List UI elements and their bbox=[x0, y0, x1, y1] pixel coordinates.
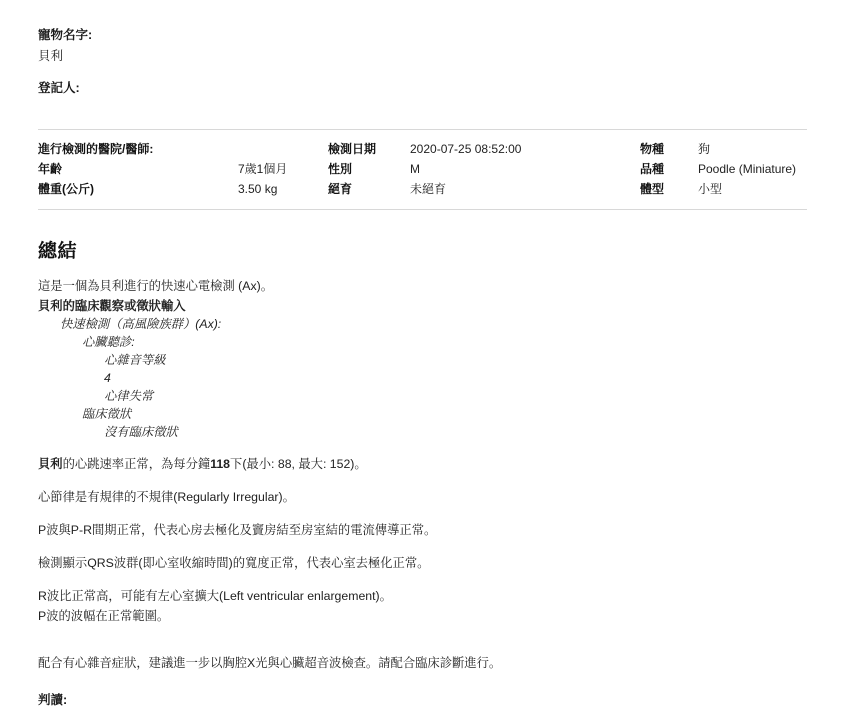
spacer bbox=[38, 640, 807, 654]
table-row bbox=[38, 159, 807, 179]
info-label-test-date: 檢測日期 bbox=[328, 142, 377, 156]
info-label-hospital: 進行檢測的醫院/醫師: bbox=[38, 142, 154, 156]
list-item: 心雜音等級 bbox=[104, 353, 166, 367]
r-wave-paragraph: R波比正常高，可能有左心室擴大(Left ventricular enlargement)。 bbox=[38, 589, 392, 603]
observation-list bbox=[38, 315, 807, 441]
info-label-sex: 性別 bbox=[328, 162, 353, 176]
info-value-hospital bbox=[238, 139, 328, 159]
heart-rate-value: 118 bbox=[210, 457, 231, 471]
summary-title: 總結 bbox=[38, 241, 78, 262]
table-row bbox=[38, 179, 807, 199]
info-value-species: 狗 bbox=[698, 142, 711, 156]
info-label-size: 體型 bbox=[640, 182, 665, 196]
info-label-breed: 品種 bbox=[640, 162, 665, 176]
info-value-age: 7歲1個月 bbox=[238, 162, 288, 176]
info-label-age: 年齡 bbox=[38, 162, 63, 176]
p-wave-paragraph: P波與P-R間期正常，代表心房去極化及竇房結至房室結的電流傳導正常。 bbox=[38, 523, 437, 537]
list-item: 快速檢測（高風險族群）(Ax): bbox=[60, 317, 222, 331]
observation-heading: 貝利的臨床觀察或徵狀輸入 bbox=[38, 299, 186, 313]
info-value-test-date: 2020-07-25 08:52:00 bbox=[410, 142, 522, 156]
qrs-paragraph: 檢測顯示QRS波群(即心室收縮時間)的寬度正常，代表心室去極化正常。 bbox=[38, 556, 430, 570]
heart-rate-suffix: 下(最小: 88, 最大: 152)。 bbox=[230, 457, 367, 471]
list-item: 沒有臨床徵狀 bbox=[104, 425, 178, 439]
heart-rate-pet-name: 貝利 bbox=[38, 457, 63, 471]
info-value-sex: M bbox=[410, 162, 420, 176]
info-value-size: 小型 bbox=[698, 182, 723, 196]
pet-name-label: 寵物名字: bbox=[38, 28, 93, 42]
divider-bottom bbox=[38, 209, 807, 210]
p-wave-amplitude-paragraph: P波的波幅在正常範圍。 bbox=[38, 609, 170, 623]
pet-name-block bbox=[38, 26, 807, 65]
pet-name-value: 貝利 bbox=[38, 49, 64, 63]
info-label-weight: 體重(公斤) bbox=[38, 182, 94, 196]
patient-info-table bbox=[38, 139, 807, 199]
interpretation-label: 判讀: bbox=[38, 693, 68, 707]
info-label-species: 物種 bbox=[640, 142, 665, 156]
owner-block bbox=[38, 79, 807, 97]
list-item: 心臟聽診: bbox=[82, 335, 135, 349]
info-value-breed: Poodle (Miniature) bbox=[698, 162, 797, 176]
list-item: 臨床徵狀 bbox=[82, 407, 132, 421]
info-value-weight: 3.50 kg bbox=[238, 182, 278, 196]
info-value-neutered: 未絕育 bbox=[410, 182, 447, 196]
rhythm-paragraph: 心節律是有規律的不規律(Regularly Irregular)。 bbox=[38, 490, 295, 504]
summary-intro: 這是一個為貝利進行的快速心電檢測 (Ax)。 bbox=[38, 279, 274, 293]
heart-rate-mid: 的心跳速率正常，為每分鐘 bbox=[62, 457, 211, 471]
divider-top bbox=[38, 129, 807, 130]
owner-label: 登記人: bbox=[38, 81, 80, 95]
recommendation-paragraph: 配合有心雜音症狀，建議進一步以胸腔X光與心臟超音波檢查。請配合臨床診斷進行。 bbox=[38, 656, 502, 670]
heart-rate-line bbox=[38, 455, 807, 473]
info-label-neutered: 絕育 bbox=[328, 182, 353, 196]
table-row bbox=[38, 139, 807, 159]
list-item: 心律失常 bbox=[104, 389, 154, 403]
spacer bbox=[38, 111, 807, 119]
list-item: 4 bbox=[104, 371, 111, 385]
